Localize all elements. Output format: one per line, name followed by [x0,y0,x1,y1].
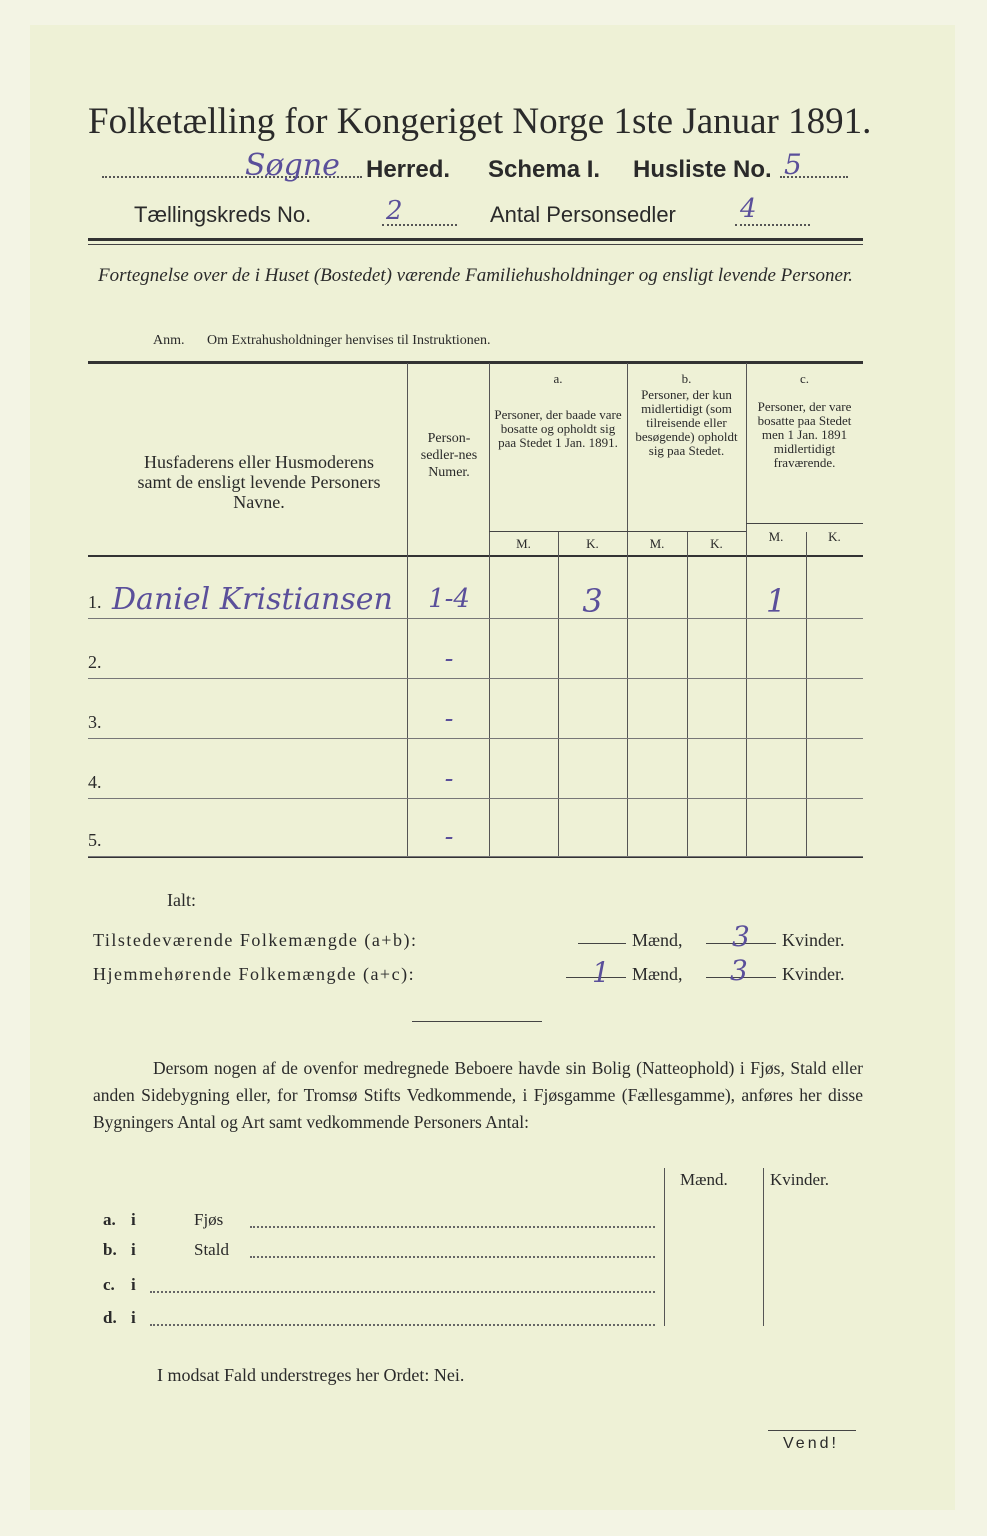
row-number: 2. [88,652,102,672]
row-name: Daniel Kristiansen [112,582,393,617]
antal-dotline [735,224,810,226]
husliste-dotline [780,176,848,178]
vend-rule [768,1430,856,1431]
building-dotline [150,1291,655,1293]
row-number: 3. [88,712,102,732]
col-divider-cm [806,532,807,856]
group-b-header: Personer, der kun midlertidigt (som tilreisende eller besøgende) opholdt sig paa Stedet. [635,387,738,458]
kreds-value: 2 [386,196,403,226]
building-prep: i [131,1275,136,1294]
row-number: 5. [88,830,102,850]
b-k-header: K. [710,536,723,551]
herred-label: Herred. [366,156,451,183]
footer-note: I modsat Fald understreges her Ordet: Nei. [157,1365,465,1385]
row-rule [88,678,863,679]
totals-line1-kvinder-label: Kvinder. [782,930,845,950]
buildings-paragraph: Dersom nogen af de ovenfor medregnede Beboere havde sin Bolig (Natteophold) i Fjøs, Stald eller anden Sidebygning eller, for Tromsø Stifts Vedkommende, i Fjøsgamme (Fællesgamme), anføres her disse Bygningers Antal og Art samt vedkommende Personers Antal: [93,1058,863,1132]
building-label: Fjøs [194,1210,224,1229]
buildings-col-divider-1 [664,1168,665,1326]
a-k-header: K. [586,536,599,551]
totals-line2-label: Hjemmehørende Folkemængde (a+c): [93,964,416,984]
vend-label: Vend! [783,1435,839,1452]
row-numer: - [444,764,454,794]
totals-line1-kvinder: 3 [732,920,750,953]
col-divider-bm [687,532,688,856]
mk-rule-a [489,531,627,532]
schema-label: Schema I. [488,156,601,183]
col-divider-names [407,363,408,856]
row-cell-c-m: 1 [765,582,787,620]
col-numer-header: Person-sedler-nes Numer. [420,431,478,480]
buildings-kvinder-header: Kvinder. [770,1170,830,1189]
col-divider-numer [489,363,490,856]
group-a-header: Personer, der baade vare bosatte og opholdt sig paa Stedet 1 Jan. 1891. [494,407,622,450]
col-divider-a [627,363,628,856]
mk-rule-b [627,531,746,532]
intro-heading: Fortegnelse over de i Huset (Bostedet) værende Familiehusholdninger og ensligt levende Personer. [98,265,853,286]
row-numer: - [444,822,454,852]
building-dotline [250,1256,655,1258]
c-k-header: K. [828,529,841,544]
buildings-maend-header: Mænd. [680,1170,728,1189]
row-cell-a-k: 3 [582,582,603,620]
totals-line2-kvinder-label: Kvinder. [782,964,845,984]
herred-value: Søgne [245,148,340,183]
totals-line1-label: Tilstedeværende Folkemængde (a+b): [93,930,418,950]
building-label: Stald [194,1240,229,1259]
section-divider [412,1021,542,1022]
kreds-dotline [382,224,457,226]
row-rule [88,798,863,799]
row-numer: 1-4 [428,584,470,614]
antal-value: 4 [740,194,757,224]
row-number: 4. [88,772,102,792]
b-m-header: M. [649,536,665,551]
col-names-header: Husfaderens eller Husmoderens samt de ensligt levende Personers Navne. [137,452,381,512]
census-form [30,25,955,1510]
anm-label: Anm. [153,333,185,348]
building-letter: a. [103,1210,116,1229]
form-title: Folketælling for Kongeriget Norge 1ste Januar 1891. [88,101,872,142]
building-prep: i [131,1240,136,1259]
row-rule [88,738,863,739]
c-m-header: M. [768,529,784,544]
antal-label: Antal Personsedler [490,202,676,227]
row-rule [88,618,863,619]
building-prep: i [131,1210,136,1229]
husliste-value: 5 [784,148,802,181]
totals-line2-kvinder: 3 [730,954,748,987]
group-b-letter: b. [681,371,692,386]
building-dotline [250,1226,655,1228]
building-dotline [150,1324,655,1326]
row-numer: - [444,644,454,674]
anm-text: Om Extrahusholdninger henvises til Instruktionen. [207,333,491,348]
group-c-header: Personer, der vare bosatte paa Stedet men 1 Jan. 1891 midlertidigt fraværende. [757,399,852,470]
totals-line1-maend-line [578,943,626,944]
col-divider-am [558,532,559,856]
mk-rule-c [746,523,863,524]
header-rule-thick [88,238,863,241]
buildings-col-divider-2 [763,1168,764,1326]
totals-line2-maend: 1 [592,956,610,989]
building-letter: b. [103,1240,117,1259]
husliste-label: Husliste No. [633,156,772,183]
header-rule-thin [88,244,863,245]
building-prep: i [131,1308,136,1327]
group-a-letter: a. [553,371,563,386]
kreds-label: Tællingskreds No. [134,202,312,227]
row-rule [88,856,863,857]
totals-line1-maend-label: Mænd, [632,930,683,950]
totals-line2-maend-label: Mænd, [632,964,683,984]
ialt-label: Ialt: [167,890,196,910]
group-c-letter: c. [799,371,810,386]
row-number: 1. [88,592,102,612]
building-letter: c. [103,1275,115,1294]
a-m-header: M. [516,536,531,551]
row-numer: - [444,704,454,734]
building-letter: d. [103,1308,117,1327]
